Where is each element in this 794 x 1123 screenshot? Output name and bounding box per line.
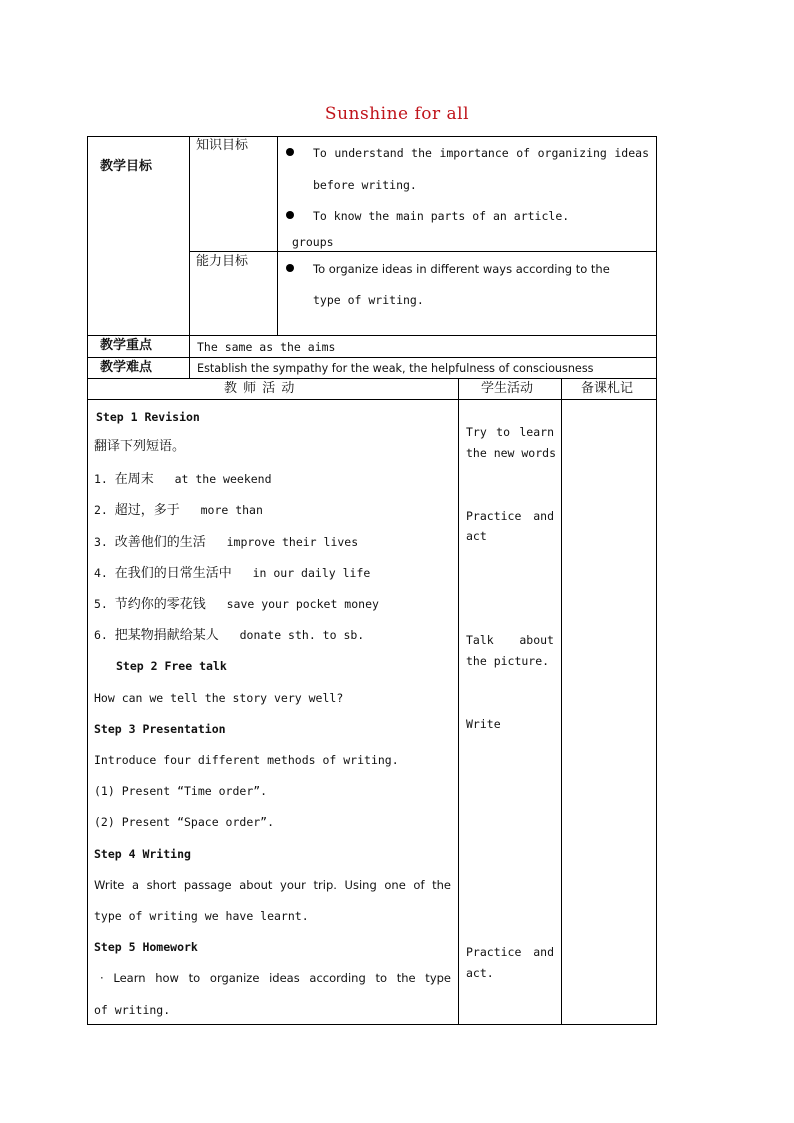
step3-text: Introduce four different methods of writing. bbox=[94, 753, 399, 767]
difficulties-label: 教学难点 bbox=[100, 360, 153, 375]
bullet-icon bbox=[286, 211, 294, 219]
col-divider-student bbox=[458, 378, 459, 1025]
student-activity-1-line1: Try to learn bbox=[466, 425, 554, 439]
lesson-notes-header: 备课札记 bbox=[581, 381, 634, 396]
table-border-bottom bbox=[87, 1024, 657, 1025]
step1-instruction: 翻译下列短语。 bbox=[94, 439, 186, 454]
ability-objectives-label: 能力目标 bbox=[196, 254, 249, 269]
ability-item-1-line1: To organize ideas in different ways according to the bbox=[313, 262, 610, 276]
col-divider-sublabel bbox=[277, 136, 278, 335]
bullet-icon bbox=[286, 264, 294, 272]
col-divider-label bbox=[189, 136, 190, 378]
knowledge-item-1-line1: To understand the importance of organizing ideas bbox=[313, 146, 649, 160]
bullet-icon bbox=[286, 148, 294, 156]
objectives-label: 教学目标 bbox=[100, 159, 153, 174]
phrase-item: 3. 改善他们的生活 improve their lives bbox=[94, 535, 359, 550]
page-title: Sunshine for all bbox=[324, 104, 470, 124]
phrase-item: 6. 把某物捐献给某人 donate sth. to sb. bbox=[94, 628, 365, 643]
table-border-left bbox=[87, 136, 88, 1025]
ability-item-1-line2: type of writing. bbox=[313, 293, 424, 307]
col-divider-notes bbox=[561, 378, 562, 1025]
student-activity-4: Write bbox=[466, 717, 501, 731]
teacher-activity-header: 教 师 活 动 bbox=[224, 381, 296, 396]
table-border-right bbox=[656, 136, 657, 1025]
phrase-item: 2. 超过，多于 more than bbox=[94, 503, 263, 518]
step5-heading: Step 5 Homework bbox=[94, 940, 198, 954]
row-divider-columns bbox=[87, 378, 657, 379]
phrase-item: 5. 节约你的零花钱 save your pocket money bbox=[94, 597, 379, 612]
step2-heading: Step 2 Free talk bbox=[116, 659, 227, 673]
step4-line1: Write a short passage about your trip. Using one of the bbox=[94, 878, 451, 892]
table-border-top bbox=[87, 136, 657, 137]
row-divider-body bbox=[87, 399, 657, 400]
phrase-item: 4. 在我们的日常生活中 in our daily life bbox=[94, 566, 371, 581]
step4-line2: type of writing we have learnt. bbox=[94, 909, 309, 923]
knowledge-item-2: To know the main parts of an article. bbox=[313, 209, 570, 223]
student-activity-2-line2: act bbox=[466, 529, 487, 543]
knowledge-extra: groups bbox=[292, 235, 334, 249]
step5-line1: · Learn how to organize ideas according to the type bbox=[100, 971, 451, 985]
step1-heading: Step 1 Revision bbox=[96, 410, 200, 424]
difficulties-value: Establish the sympathy for the weak, the helpfulness of consciousness bbox=[197, 362, 594, 375]
step4-heading: Step 4 Writing bbox=[94, 847, 191, 861]
student-activity-5-line1: Practice and bbox=[466, 945, 554, 959]
student-activity-2-line1: Practice and bbox=[466, 509, 554, 523]
student-activity-header: 学生活动 bbox=[481, 381, 534, 396]
step3-heading: Step 3 Presentation bbox=[94, 722, 226, 736]
step5-line2: of writing. bbox=[94, 1003, 171, 1017]
knowledge-objectives-label: 知识目标 bbox=[196, 138, 249, 153]
key-points-label: 教学重点 bbox=[100, 338, 153, 353]
row-divider-ability bbox=[189, 251, 657, 252]
student-activity-5-line2: act. bbox=[466, 966, 494, 980]
student-activity-1-line2: the new words bbox=[466, 446, 557, 460]
phrase-item: 1. 在周末 at the weekend bbox=[94, 472, 272, 487]
key-points-value: The same as the aims bbox=[197, 340, 336, 354]
step3-item: (1) Present “Time order”. bbox=[94, 784, 268, 798]
row-divider-difficulties bbox=[87, 357, 657, 358]
row-divider-keypoints bbox=[87, 335, 657, 336]
student-activity-3-line1: Talk about bbox=[466, 633, 554, 647]
step2-text: How can we tell the story very well? bbox=[94, 691, 344, 705]
step3-item: (2) Present “Space order”. bbox=[94, 815, 275, 829]
student-activity-3-line2: the picture. bbox=[466, 654, 550, 668]
knowledge-item-1-line2: before writing. bbox=[313, 178, 417, 192]
